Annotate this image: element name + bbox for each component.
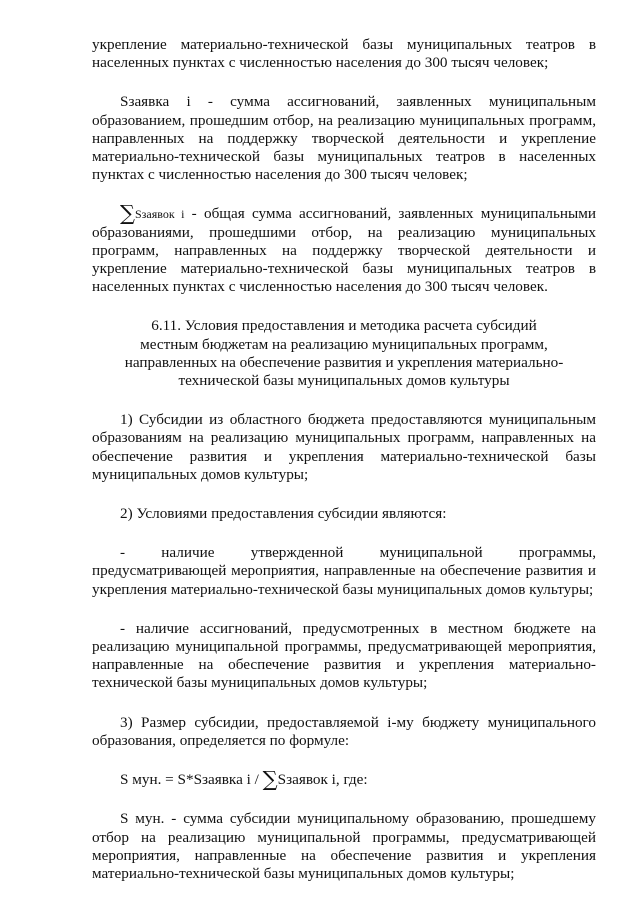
paragraph-s-zayavka-definition: Sзаявка i - сумма ассигнований, заявленных муниципальным образованием, прошедшим отбор, на реализацию муниципальных программ, направленных на поддержку творческой деятельности и укрепление материально-технической базы муниципальных театров в населенных пунктах с численностью населения до 300 тысяч человек; xyxy=(92,93,596,184)
sum-definition-text: - общая сумма ассигнований, заявленных муниципальными образованиями, прошедшими отбор, на реализацию муниципальных программ, направленных на поддержку творческой деятельности и укрепление материально-технической базы муниципальных театров в населенных пунктах с численностью населения до 300 тысяч человек. xyxy=(92,205,596,296)
bullet-word: наличие xyxy=(161,544,215,562)
bullet-program-approved-rest: предусматривающей мероприятия, направленные на обеспечение развития и укрепления материально-технической базы муниципальных домов культуры; xyxy=(92,562,596,598)
paragraph-subsidy-size: 3) Размер субсидии, предоставляемой i-му бюджету муниципального образования, определяется по формуле: xyxy=(92,713,596,749)
formula-sum-symbol: ∑ xyxy=(262,767,278,792)
heading-line: местным бюджетам на реализацию муниципальных программ, xyxy=(140,335,548,353)
document-page xyxy=(92,36,596,883)
formula-right: Sзаявок i, где: xyxy=(277,771,368,789)
bullet-budget-allocations: - наличие ассигнований, предусмотренных в местном бюджете на реализацию муниципальной программы, предусматривающей мероприятия, направленные на обеспечение развития и укрепления материально-технической базы муниципальных домов культуры; xyxy=(92,619,596,692)
paragraph-theatres-tail: укрепление материально-технической базы муниципальных театров в населенных пунктах с численностью населения до 300 тысяч человек; xyxy=(92,36,596,72)
bullet-dash: - xyxy=(120,544,126,562)
bullet-word: утвержденной xyxy=(250,544,344,562)
heading-line: технической базы муниципальных домов культуры xyxy=(178,372,510,390)
heading-line: 6.11. Условия предоставления и методика расчета субсидий xyxy=(151,317,537,335)
formula-left: S мун. = S*Sзаявка i / xyxy=(120,771,263,789)
bullet-word: программы, xyxy=(518,544,596,562)
bullet-program-approved xyxy=(92,544,596,562)
bullet-word: муниципальной xyxy=(379,544,483,562)
sum-variable: Sзаявок i xyxy=(135,207,185,222)
sum-symbol: ∑ xyxy=(120,201,135,226)
paragraph-conditions-intro: 2) Условиями предоставления субсидии являются: xyxy=(120,505,447,523)
paragraph-subsidy-provision: 1) Субсидии из областного бюджета предоставляются муниципальным образованиям на реализацию муниципальных программ, направленных на обеспечение развития и укрепления материально-технической базы муниципальных домов культуры; xyxy=(92,411,596,483)
paragraph-s-mun-definition: S мун. - сумма субсидии муниципальному образованию, прошедшему отбор на реализацию муниципальной программы, предусматривающей мероприятия, направленные на обеспечение развития и укрепления материально-технической базы муниципальных домов культуры; xyxy=(92,810,596,882)
section-heading xyxy=(92,317,596,390)
paragraph-sum-zayavok-definition xyxy=(92,201,596,296)
bullet-first-line xyxy=(120,544,596,562)
heading-line: направленных на обеспечение развития и укрепления материально- xyxy=(124,353,564,371)
formula xyxy=(92,767,596,792)
